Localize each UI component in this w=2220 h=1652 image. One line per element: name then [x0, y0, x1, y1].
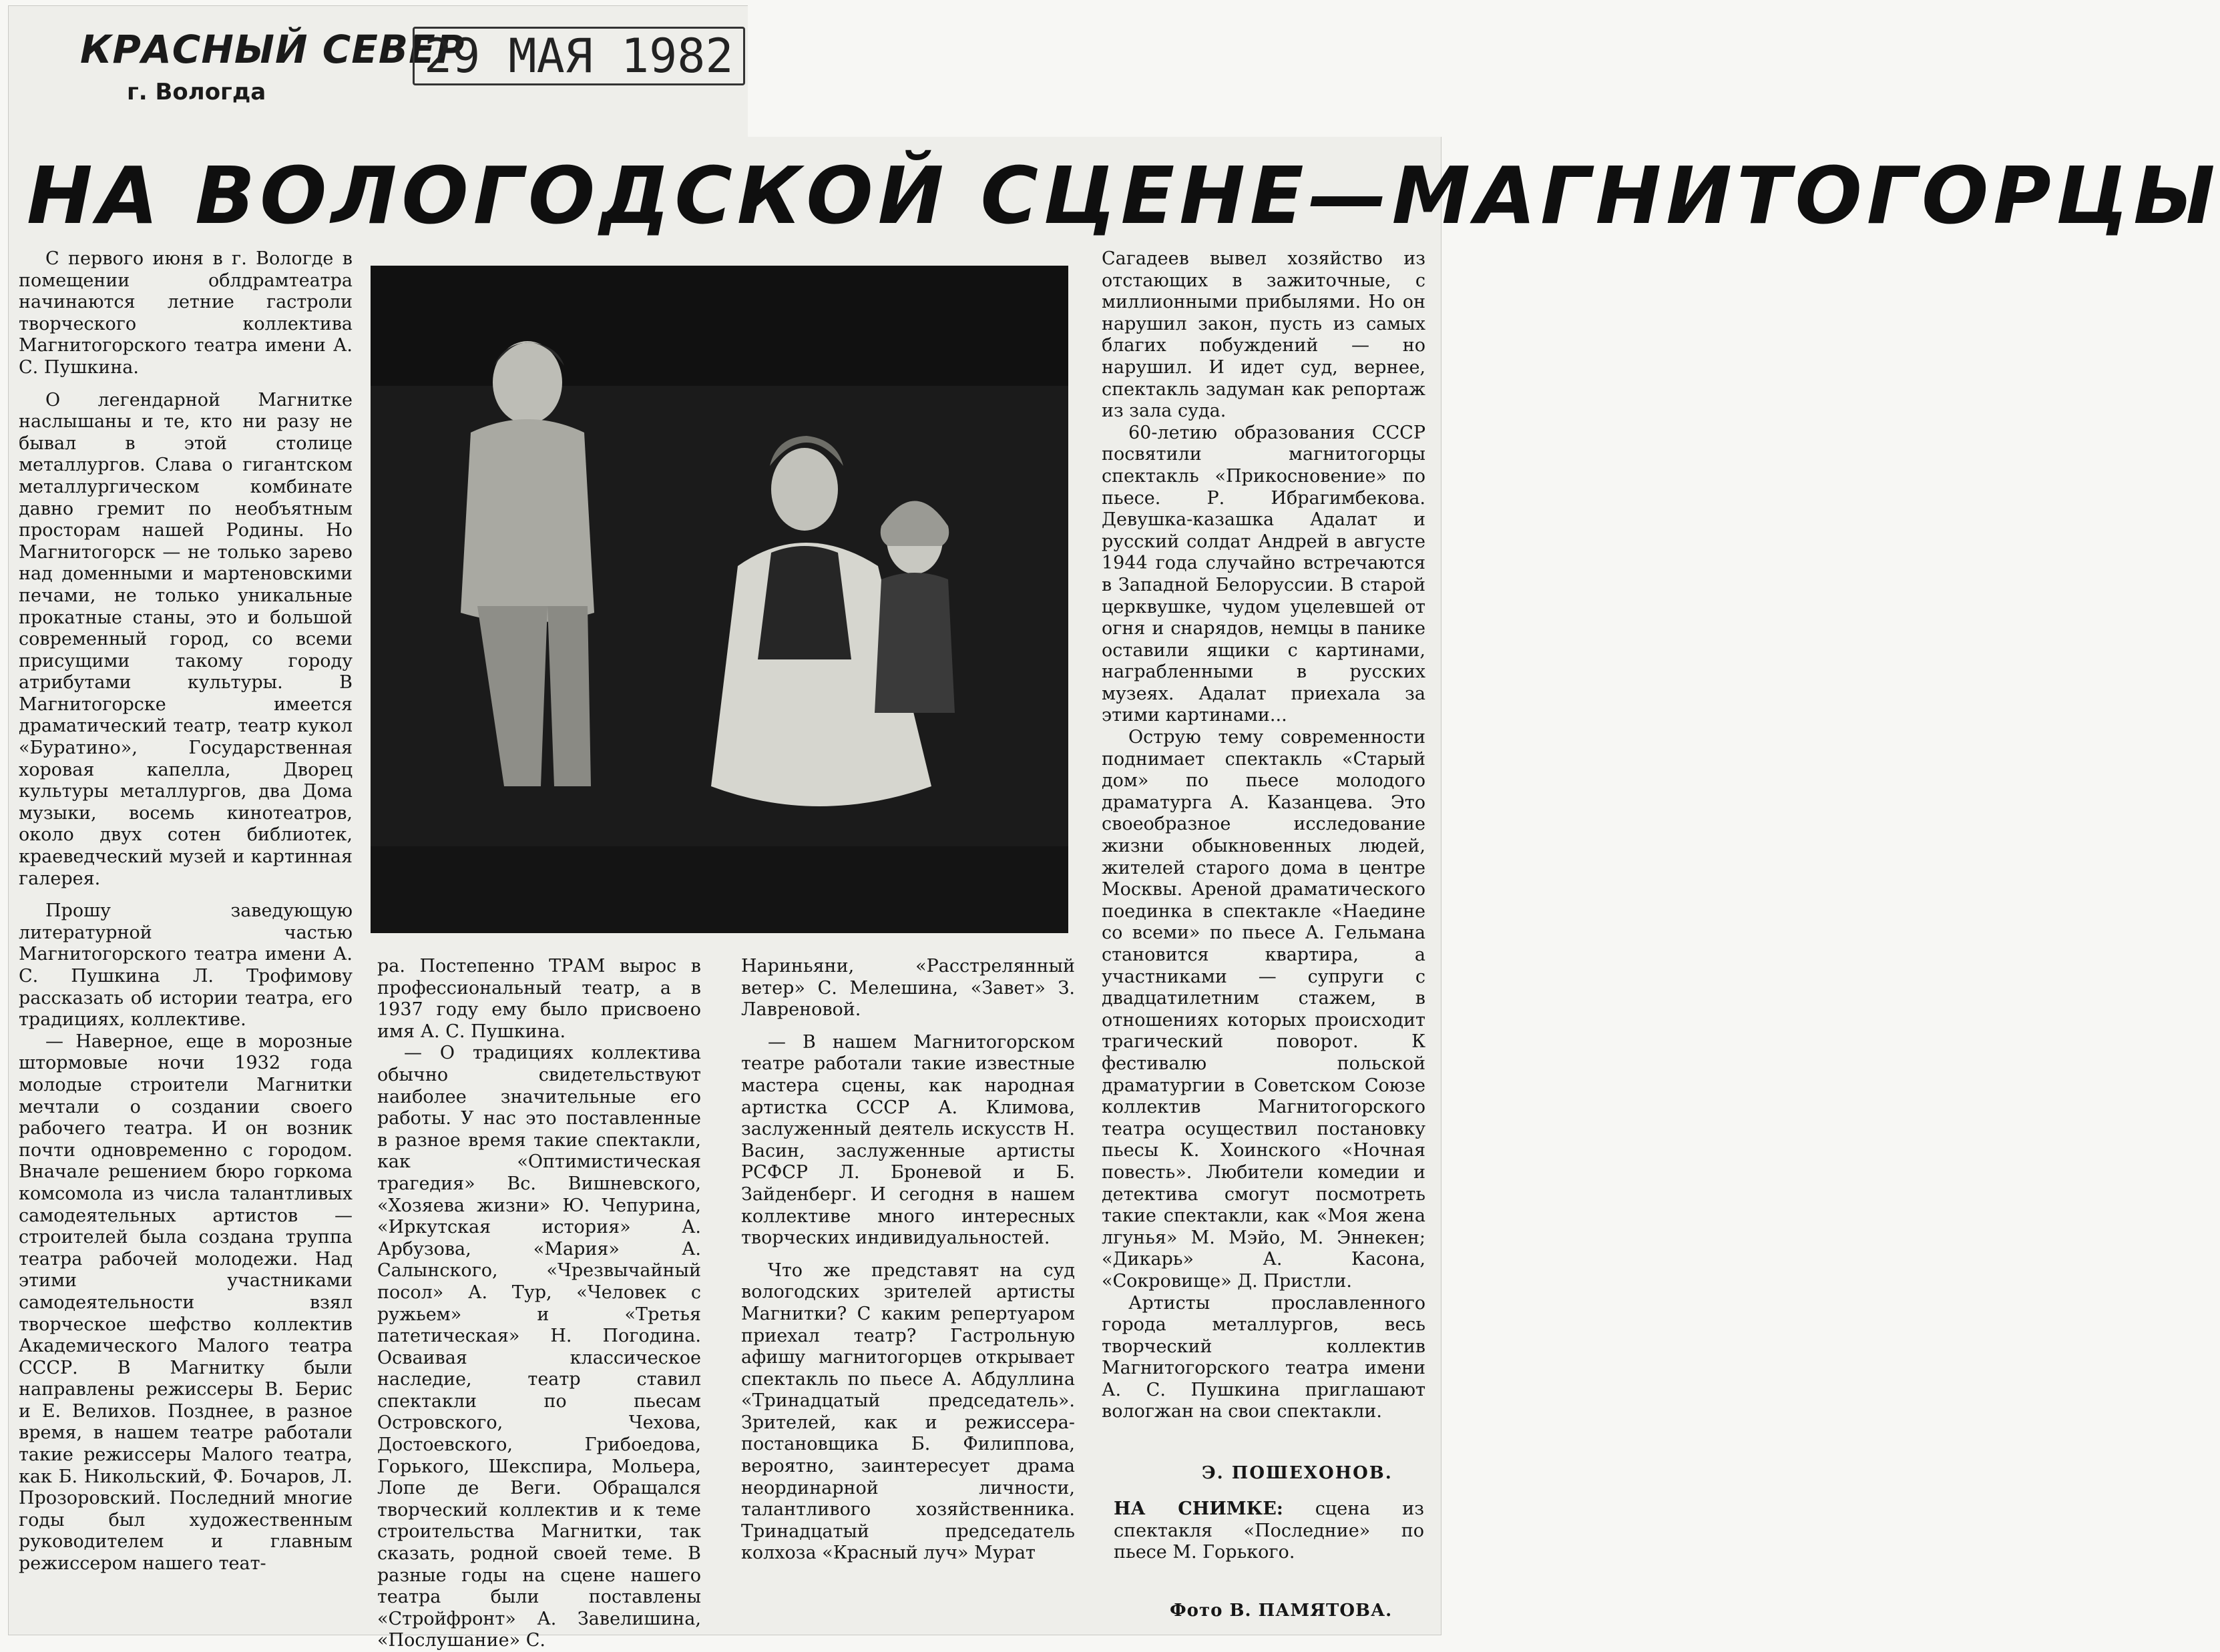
newspaper-city-stamp: г. Вологда: [127, 79, 266, 105]
photo-stage-dark: [371, 266, 1068, 386]
column-1-paragraph: С первого июня в г. Вологде в помещении облдрамтеатра начинаются летние гастроли творческого коллектива Магнитогорского театра имени А. С. Пушкина.: [19, 248, 353, 378]
column-3-paragraph: — В нашем Магнитогорском театре работали такие известные мастера сцены, как народная артистка СССР А. Климова, заслуженный деятель искусств Н. Васин, заслуженные артисты РСФСР Л. Броневой и Б. Зайденберг. И сегодня в нашем коллективе много интересных творческих индивидуальностей.: [741, 1031, 1075, 1249]
clipping-cut-edge: [748, 0, 1442, 137]
author-byline: Э. ПОШЕХОНОВ.: [1202, 1463, 1393, 1483]
column-2-paragraph: ра. Постепенно ТРАМ вырос в профессиональный театр, а в 1937 году ему было присвоено имя А. С. Пушкина.: [377, 956, 701, 1042]
column-1-paragraph: Прошу заведующую литературной частью Магнитогорского театра имени А. С. Пушкина Л. Трофимову рассказать об истории театра, его традициях, коллективе.: [19, 900, 353, 1031]
article-column-2: [377, 956, 701, 1652]
girl-figure: [875, 501, 955, 714]
column-2-paragraph: — О традициях коллектива обычно свидетельствуют наиболее значительные его работы. У нас это поставленные в разное время такие спектакли, как «Оптимистическая трагедия» Вс. Вишневского, «Хозяева жизни» Ю. Чепурина, «Иркутская история» А. Арбузова, «Мария» А. Салынского, «Чрезвычайный посол» А. Тур, «Человек с ружьем» и «Третья патетическая» Н. Погодина. Осваивая классическое наследие, театр ставил спектакли по пьесам Островского, Чехова, Достоевского, Грибоедова, Горького, Шекспира, Мольера, Лопе де Веги. Обращался творческий коллектив и к теме строительства Магнитки, так сказать, родной своей теме. В разные годы на сцене нашего театра были поставлены «Стройфронт» А. Завелишина, «Послушание» С.: [377, 1043, 701, 1651]
photo-caption: [1114, 1498, 1424, 1564]
photo-credit: Фото В. ПАМЯТОВА.: [1170, 1601, 1393, 1621]
article-column-3: [741, 956, 1075, 1565]
scene-photo-image: [371, 266, 1068, 933]
caption-text: сцена из спектакля «Последние» по пьесе М. Горького.: [1114, 1498, 1424, 1563]
article-headline: НА ВОЛОГОДСКОЙ СЦЕНЕ—МАГНИТОГОРЦЫ: [27, 150, 2220, 242]
column-3-paragraph: Нариньяни, «Расстрелянный ветер» С. Мелешина, «Завет» З. Лавреновой.: [741, 956, 1075, 1021]
column-4-paragraph: 60-летию образования СССР посвятили магнитогорцы спектакль «Прикосновение» по пьесе. Р. Ибрагимбекова. Девушка-казашка Адалат и русский солдат Андрей в августе 1944 года случайно встречаются в Западной Белоруссии. В старой церквушке, чудом уцелевшей от огня и снарядов, немцы в панике оставили ящики с картинами, награбленными в русских музеях. Адалат приехала за этими картинами...: [1102, 422, 1425, 726]
column-4-paragraph: Острую тему современности поднимает спектакль «Старый дом» по пьесе молодого драматурга А. Казанцева. Это своеобразное исследование жизни обыкновенных людей, жителей старого дома в центре Москвы. Ареной драматического поединка в спектакле «Наедине со всеми» по пьесе А. Гельмана становится квартира, а участниками — супруги с двадцатилетним стажем, в отношениях которых происходит трагический поворот. К фестивалю польской драматургии в Советском Союзе коллектив Магнитогорского театра осуществил постановку пьесы К. Хоинского «Ночная повесть». Любители комедии и детектива смогут посмотреть такие спектакли, как «Моя жена лгунья» М. Мэйо, М. Эннекен; «Дикарь» А. Касона, «Сокровище» Д. Пристли.: [1102, 727, 1425, 1292]
scene-photo: [371, 266, 1068, 933]
column-3-paragraph: Что же представят на суд вологодских зрителей артисты Магнитки? С каким репертуаром приехал театр? Гастрольную афишу магнитогорцев открывает спектакль по пьесе А. Абдуллина «Тринадцатый председатель». Зрителей, как и режиссера-постановщика Б. Филиппова, вероятно, заинтересует драма неординарной личности, талантливого хозяйственника. Тринадцатый председатель колхоза «Красный луч» Мурат: [741, 1260, 1075, 1564]
date-stamp: 29 МАЯ 1982: [413, 27, 745, 85]
caption-label: НА СНИМКЕ:: [1114, 1498, 1283, 1519]
column-1-paragraph: — Наверное, еще в морозные штормовые ночи 1932 года молодые строители Магнитки мечтали о создании своего рабочего театра. И он возник почти одновременно с городом. Вначале решением бюро горкома комсомола из числа талантливых самодеятельных артистов — строителей была создана труппа театра рабочей молодежи. Над этими участниками самодеятельности взял творческое шефство коллектив Академического Малого театра СССР. В Магнитку были направлены режиссеры В. Берис и Е. Велихов. Позднее, в разное время, в нашем театре работали такие режиссеры Малого театра, как Б. Никольский, Ф. Бочаров, Л. Прозоровский. Последний многие годы был художественным руководителем и главным режиссером нашего теат-: [19, 1031, 353, 1575]
article-column-4: [1102, 248, 1425, 1423]
photo-stage-floor: [371, 846, 1068, 933]
newspaper-name-stamp: КРАСНЫЙ СЕВЕР: [80, 27, 465, 72]
column-1-paragraph: О легендарной Магнитке наслышаны и те, кто ни разу не бывал в этой столице металлургов. Слава о гигантском металлургическом комбинате давно гремит по необъятным просторам нашей Родины. Но Магнитогорск — не только зарево над доменными и мартеновскими печами, не только уникальные прокатные станы, это и большой современный город, со всеми присущими такому городу атрибутами культуры. В Магнитогорске имеется драматический театр, театр кукол «Буратино», Государственная хоровая капелла, Дворец культуры металлургов, два Дома музыки, восемь кинотеатров, около двух сотен библиотек, краеведческий музей и картинная галерея.: [19, 389, 353, 889]
article-column-1: [19, 248, 353, 1575]
column-4-paragraph: Сагадеев вывел хозяйство из отстающих в зажиточные, с миллионными прибылями. Но он нарушил закон, пусть из самых благих побуждений — но нарушил. И идет суд, вернее, спектакль задуман как репортаж из зала суда.: [1102, 248, 1425, 422]
column-4-paragraph: Артисты прославленного города металлургов, весь творческий коллектив Магнитогорского театра имени А. С. Пушкина приглашают вологжан на свои спектакли.: [1102, 1292, 1425, 1422]
